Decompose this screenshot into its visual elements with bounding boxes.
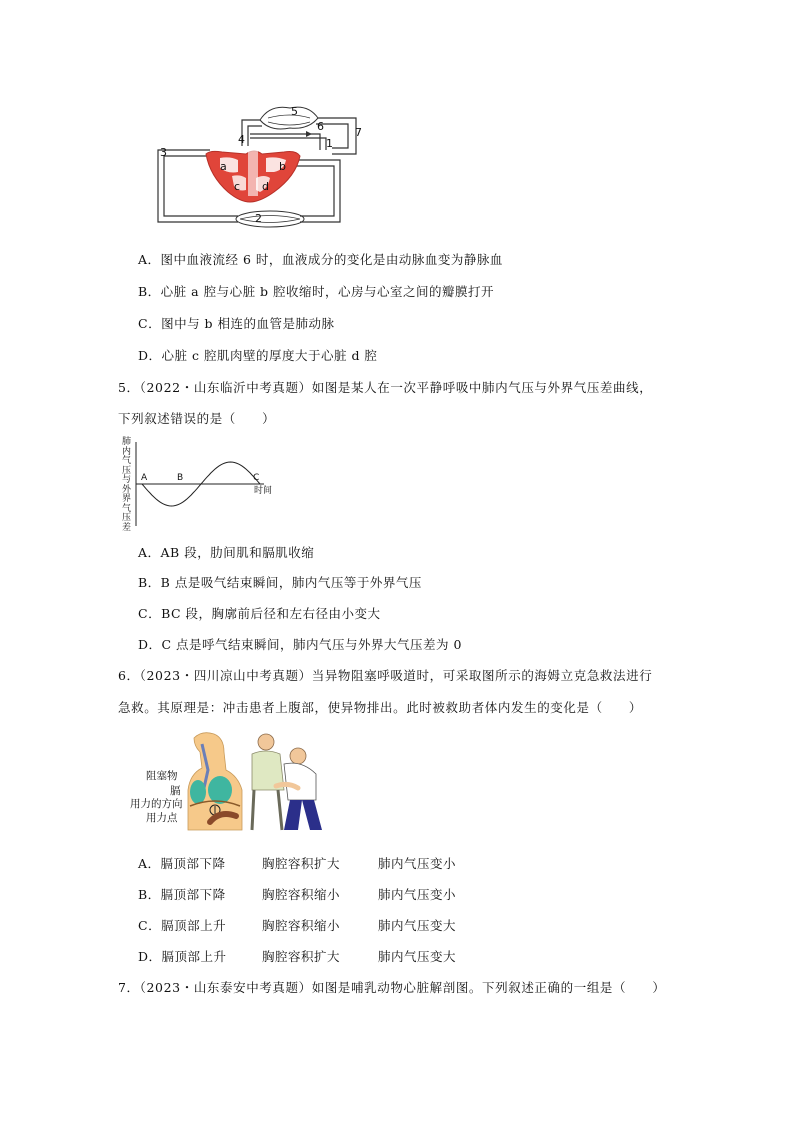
q5-option-c: C．BC 段，胸廓前后径和左右径由小变大 [138, 606, 381, 621]
diagram-label-2: 2 [255, 212, 262, 225]
diagram-label-1: 1 [326, 137, 333, 150]
q4-option-d: D．心脏 c 腔肌肉壁的厚度大于心脏 d 腔 [138, 348, 378, 363]
q5-stem-line1: 5．（2022・山东临沂中考真题）如图是某人在一次平静呼吸中肺内气压与外界气压差曲线， [118, 380, 653, 395]
label-force-point: 用力点 [146, 812, 178, 824]
diagram-label-3: 3 [160, 146, 167, 159]
q5-y-axis-label: 肺内气压与外界气压差 [122, 437, 132, 533]
diagram-label-a: a [220, 160, 227, 173]
q4-option-b: B．心脏 a 腔与心脏 b 腔收缩时，心房与心室之间的瓣膜打开 [138, 284, 495, 299]
diagram-label-c: c [234, 180, 241, 193]
q6-option-d-pressure: 肺内气压变大 [378, 949, 457, 964]
q6-option-d: D．膈顶部上升 [138, 949, 227, 964]
q4-option-a: A．图中血液流经 6 时，血液成分的变化是由动脉血变为静脉血 [138, 252, 503, 267]
q5-stem-line2: 下列叙述错误的是（ ） [118, 411, 276, 426]
q6-option-b-pressure: 肺内气压变小 [378, 887, 457, 902]
q6-option-a: A．膈顶部下降 [138, 856, 226, 871]
diagram-label-7: 7 [355, 126, 362, 139]
q6-option-b-thorax: 胸腔容积缩小 [262, 887, 341, 902]
label-obstruction: 阻塞物 [146, 770, 178, 782]
diagram-label-b: b [279, 160, 286, 173]
q6-option-c-thorax: 胸腔容积缩小 [262, 918, 341, 933]
q5-point-b: B [177, 473, 184, 483]
q5-option-d: D．C 点是呼气结束瞬间，肺内气压与外界大气压差为 0 [138, 637, 462, 652]
q6-stem-line2: 急救。其原理是：冲击患者上腹部，使异物排出。此时被救助者体内发生的变化是（ ） [118, 700, 643, 715]
diagram-label-6: 6 [317, 120, 324, 133]
q6-option-d-thorax: 胸腔容积扩大 [262, 949, 341, 964]
label-diaphragm: 膈 [170, 785, 181, 797]
q6-option-a-thorax: 胸腔容积扩大 [262, 856, 341, 871]
q4-option-c: C．图中与 b 相连的血管是肺动脉 [138, 316, 335, 331]
q5-option-a: A．AB 段，肋间肌和膈肌收缩 [138, 545, 315, 560]
q5-point-c: C [253, 473, 260, 483]
q6-option-b: B．膈顶部下降 [138, 887, 226, 902]
diagram-label-d: d [262, 180, 269, 193]
q7-stem-line1: 7．（2023・山东泰安中考真题）如图是哺乳动物心脏解剖图。下列叙述正确的一组是（ ） [118, 980, 666, 995]
label-force-direction: 用力的方向 [130, 798, 183, 810]
q5-x-axis-label: 时间 [254, 486, 273, 496]
q6-stem-line1: 6．（2023・四川凉山中考真题）当异物阻塞呼吸道时，可采取图所示的海姆立克急救法进行 [118, 668, 653, 683]
q5-point-a: A [141, 473, 148, 483]
diagram-label-5: 5 [291, 105, 298, 118]
q6-option-c-pressure: 肺内气压变大 [378, 918, 457, 933]
circulation-diagram [150, 98, 380, 230]
heimlich-illustration [180, 730, 330, 832]
q5-option-b: B．B 点是吸气结束瞬间，肺内气压等于外界气压 [138, 575, 422, 590]
diagram-label-4: 4 [238, 133, 245, 146]
q6-option-c: C．膈顶部上升 [138, 918, 227, 933]
q6-option-a-pressure: 肺内气压变小 [378, 856, 457, 871]
